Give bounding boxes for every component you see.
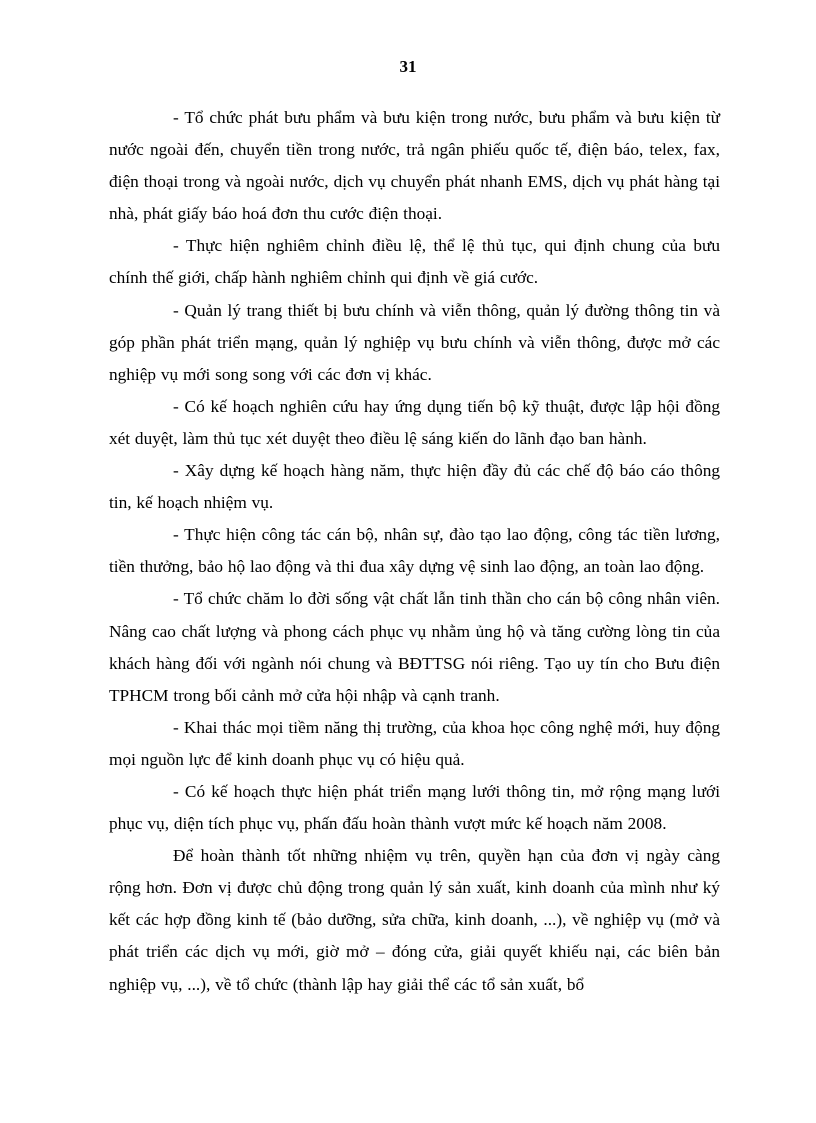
paragraph-2: - Thực hiện nghiêm chỉnh điều lệ, thể lệ thủ tục, qui định chung của bưu chính thế giới, chấp hành nghiêm chỉnh qui định về giá cước. <box>109 236 720 288</box>
paragraph-5: - Xây dựng kế hoạch hàng năm, thực hiện đầy đủ các chế độ báo cáo thông tin, kế hoạch nhiệm vụ. <box>109 461 720 513</box>
body-text <box>109 102 720 1001</box>
page-number: 31 <box>399 57 417 76</box>
paragraph-6: - Thực hiện công tác cán bộ, nhân sự, đào tạo lao động, công tác tiền lương, tiền thưởng, bảo hộ lao động và thi đua xây dựng vệ sinh lao động, an toàn lao động. <box>109 525 720 577</box>
paragraph-7: - Tổ chức chăm lo đời sống vật chất lẫn tinh thần cho cán bộ công nhân viên. Nâng cao chất lượng và phong cách phục vụ nhằm ủng hộ và tăng cường lòng tin của khách hàng đối với ngành nói chung và BĐTTSG nói riêng. Tạo uy tín cho Bưu điện TPHCM trong bối cảnh mở cửa hội nhập và cạnh tranh. <box>109 589 720 705</box>
paragraph-9: - Có kế hoạch thực hiện phát triển mạng lưới thông tin, mở rộng mạng lưới phục vụ, diện tích phục vụ, phấn đấu hoàn thành vượt mức kế hoạch năm 2008. <box>109 781 720 834</box>
paragraph-4: - Có kế hoạch nghiên cứu hay ứng dụng tiến bộ kỹ thuật, được lập hội đồng xét duyệt, làm thủ tục xét duyệt theo điều lệ sáng kiến do lãnh đạo ban hành. <box>109 396 720 448</box>
paragraph-8: - Khai thác mọi tiềm năng thị trường, của khoa học công nghệ mới, huy động mọi nguồn lực để kinh doanh phục vụ có hiệu quả. <box>109 717 720 769</box>
paragraph-10: Để hoàn thành tốt những nhiệm vụ trên, quyền hạn của đơn vị ngày càng rộng hơn. Đơn vị được chủ động trong quản lý sản xuất, kinh doanh của mình như ký kết các hợp đồng kinh tế (bảo dưỡng, sửa chữa, kinh doanh, ...), về nghiệp vụ (mở và phát triển các dịch vụ mới, giờ mở – đóng cửa, giải quyết khiếu nại, các biên bản nghiệp vụ, ...), về tổ chức (thành lập hay giải thể các tổ sản xuất, bổ <box>109 846 720 994</box>
paragraph-3: - Quản lý trang thiết bị bưu chính và viễn thông, quản lý đường thông tin và góp phần phát triển mạng, quản lý nghiệp vụ bưu chính và viễn thông, được mở các nghiệp vụ mới song song với các đơn vị khác. <box>109 300 720 384</box>
paragraph-1: - Tổ chức phát bưu phẩm và bưu kiện trong nước, bưu phẩm và bưu kiện từ nước ngoài đến, chuyển tiền trong nước, trả ngân phiếu quốc tế, điện báo, telex, fax, điện thoại trong và ngoài nước, dịch vụ chuyển phát nhanh EMS, dịch vụ phát hàng tại nhà, phát giấy báo hoá đơn thu cước điện thoại. <box>109 108 720 224</box>
